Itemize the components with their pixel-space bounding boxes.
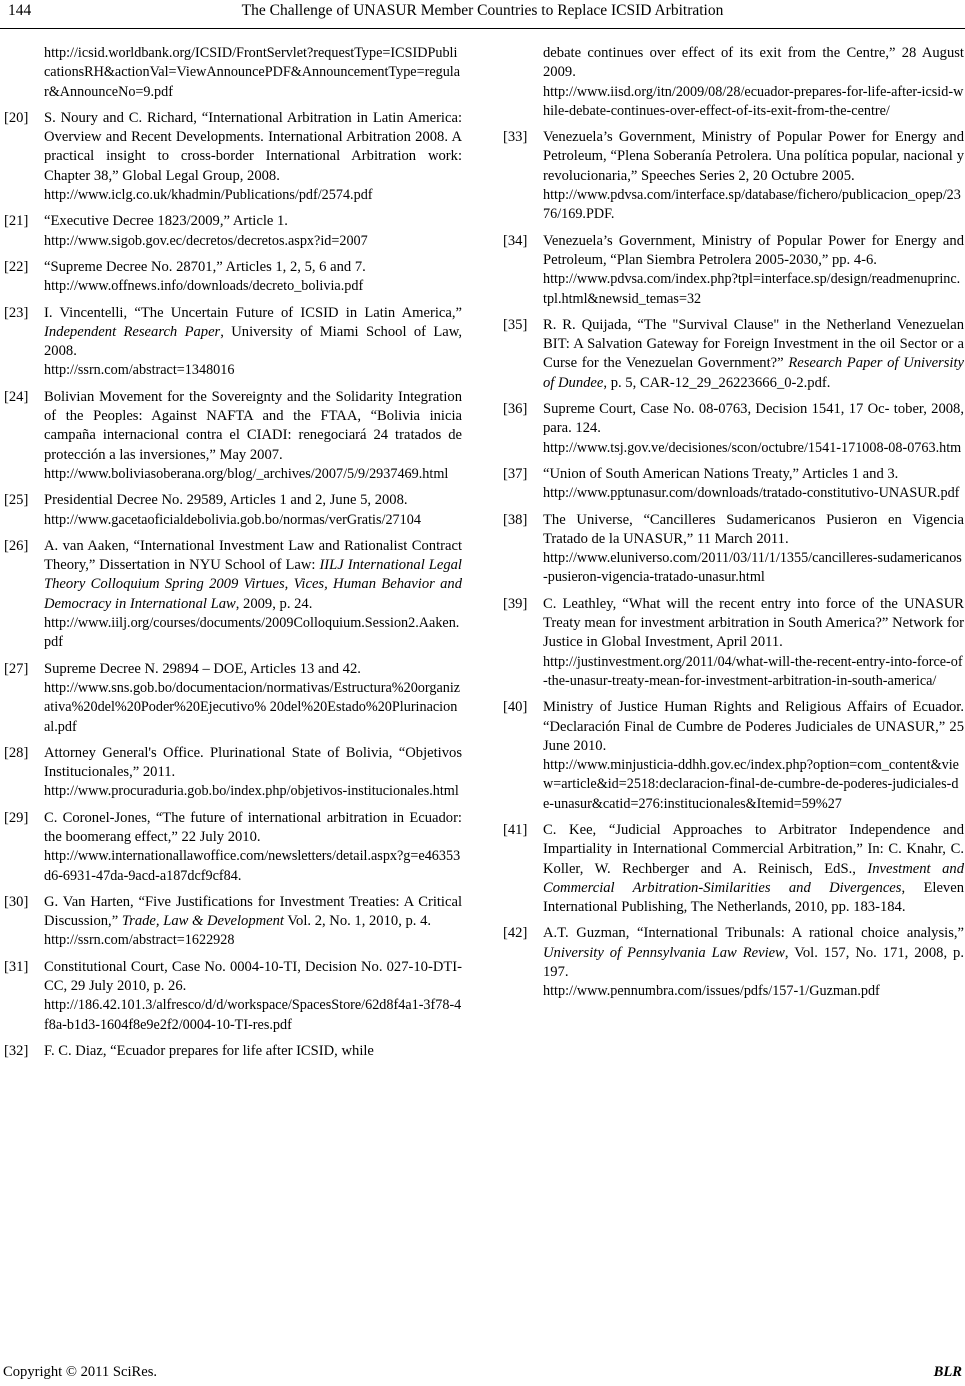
reference-entry [4,212,462,251]
reference-citation-text: C. Leathley, “What will the recent entry into force of the UNASUR Treaty mean for investment arbitration in South America?” Network for Justice in Global Investment, April 2011. [543,595,964,651]
reference-citation [44,1042,462,1061]
reference-citation-text: , Eleven International Publishing, The Netherlands, 2010, pp. 183-184. [543,879,964,916]
reference-number: [30] [4,893,29,910]
reference-entry [503,595,964,691]
reference-url[interactable]: http://www.tsj.gov.ve/decisiones/scon/octubre/1541-171008-08-0763.htm [543,439,962,456]
reference-citation [44,212,462,231]
reference-italic-title: Independent Research Paper [44,323,221,340]
reference-text [44,537,462,653]
reference-entry [4,44,462,102]
reference-text [44,491,462,530]
reference-number: [27] [4,660,29,677]
reference-entry [4,958,462,1035]
reference-citation-text: The Universe, “Cancilleres Sudamericanos Pusieron en Vigencia Tratado de la UNASUR,” 11 March 2011. [543,511,964,547]
reference-url[interactable]: http://www.minjusticia-ddhh.gov.ec/index.php?option=com_content&view=article&id=2518:declaracion-final-de-cumbre-de-poderes-judiciales-de-unasur&catid=276:institucionales&Itemid=59%27 [543,757,959,812]
reference-entry [4,258,462,297]
reference-citation [44,388,462,465]
reference-citation [44,744,462,783]
reference-citation [543,316,964,393]
reference-citation-text: C. Kee, “Judicial Approaches to Arbitrator Independence and Impartiality in International Commercial Arbitration,” In: C. Knahr, C. Koller, W. Rechberger and A. Reinisch, EdS., [543,821,964,877]
reference-entry [4,491,462,530]
reference-citation-text: “Supreme Decree No. 28701,” Articles 1, 2, 5, 6 and 7. [44,258,366,275]
reference-citation-text: Venezuela’s Government, Ministry of Popular Power for Energy and Petroleum, “Plan Siembra Petrolera 2005-2030,” pp. 4-6. [543,232,964,268]
reference-citation-text: Supreme Court, Case No. 08-0763, Decision 1541, 17 Oc- tober, 2008, para. 124. [543,401,964,437]
reference-citation [44,809,462,848]
reference-url[interactable]: http://www.iilj.org/courses/documents/2009Colloquium.Session2.Aaken.pdf [44,615,460,651]
reference-citation [44,537,462,614]
reference-citation [543,924,964,982]
references-column-right [503,44,964,1009]
reference-entry [503,698,964,814]
reference-number: [31] [4,958,29,975]
reference-text [44,304,462,381]
reference-number: [35] [503,316,528,333]
reference-number: [39] [503,595,528,612]
reference-citation [543,400,964,439]
reference-citation [543,465,964,484]
reference-number: [37] [503,465,528,482]
reference-citation [44,958,462,997]
reference-number: [26] [4,537,29,554]
reference-citation-text: G. Van Harten, “Five Justifications for Investment Treaties: A Critical Discussion,” [44,893,462,930]
reference-citation [543,511,964,550]
reference-entry [503,924,964,1001]
reference-text [44,44,462,102]
reference-text [44,258,462,297]
reference-text [543,232,964,309]
reference-entry [503,465,964,504]
reference-citation-text: Vol. 2, No. 1, 2010, p. 4. [284,913,432,930]
reference-citation [543,232,964,271]
reference-number: [23] [4,304,29,321]
reference-number: [24] [4,388,29,405]
reference-text [543,44,964,121]
reference-citation-text: R. R. Quijada, “The "Survival Clause" in the Netherland Venezuelan BIT: A Salvation Gateway for Foreign Investment in the oil Sector or a Curse for the Venezuelan Government?” [543,316,964,372]
reference-entry [4,744,462,802]
reference-citation-text: , p. 5, CAR-12_29_26223666_0-2.pdf. [603,374,831,391]
reference-citation-text: I. Vincentelli, “The Uncertain Future of ICSID in Latin America,” [44,304,462,321]
reference-citation-text: Ministry of Justice Human Rights and Religious Affairs of Ecuador. “Declaración Final de Cumbre de Poderes Judiciales de UNASUR,” 25 June 2010. [543,699,964,754]
reference-url[interactable]: http://www.eluniverso.com/2011/03/11/1/1355/cancilleres-sudamericanos-pusieron-vigencia-tratado-unasur.html [543,550,962,586]
reference-citation-text: C. Coronel-Jones, “The future of international arbitration in Ecuador: the boomerang effect,” 22 July 2010. [44,809,462,845]
reference-citation-text: A.T. Guzman, “International Tribunals: A rational choice analysis,” [543,925,964,942]
reference-entry [503,821,964,917]
reference-entry [503,128,964,224]
reference-url[interactable]: http://icsid.worldbank.org/ICSID/FrontServlet?requestType=ICSIDPublicationsRH&actionVal=ViewAnnouncePDF&AnnouncementType=regular&AnnounceNo=9.pdf [44,45,461,100]
reference-citation [44,258,462,277]
reference-entry [503,44,964,121]
reference-entry [4,388,462,484]
reference-citation-text: S. Noury and C. Richard, “International Arbitration in Latin America: Overview and Recent Developments. International Arbitration 2008. A practical insight to cross-border International Arbitration work: Chapter 38,” Global Legal Group, 2008. [44,109,462,184]
reference-number: [38] [503,511,528,528]
reference-entry [4,304,462,381]
reference-number: [32] [4,1042,29,1059]
reference-italic-title: Research Paper of University of Dundee [543,355,964,391]
reference-url[interactable]: http://186.42.101.3/alfresco/d/d/workspace/SpacesStore/62d8f4a1-3f78-4f8a-b1d3-1604f8e9e2f2/0004-10-TI-res.pdf [44,997,462,1033]
reference-citation [44,660,462,679]
reference-url[interactable]: http://www.internationallawoffice.com/newsletters/detail.aspx?g=e46353d6-6931-47da-9acd-a187dcf9cf84. [44,848,461,884]
reference-text [543,128,964,224]
reference-url[interactable]: http://www.pdvsa.com/index.php?tpl=interface.sp/design/readmenuprinc.tpl.html&newsid_temas=32 [543,271,961,307]
reference-citation-text: “Union of South American Nations Treaty,” Articles 1 and 3. [543,465,899,482]
reference-italic-title: Investment and Commercial Arbitration-Similarities and Divergences [543,860,964,896]
reference-number: [41] [503,821,528,838]
reference-text [44,212,462,251]
reference-number: [25] [4,492,29,509]
reference-text [44,1042,462,1061]
reference-number: [20] [4,109,29,126]
reference-text [543,400,964,458]
reference-text [44,744,462,802]
reference-number: [42] [503,925,528,942]
running-title: The Challenge of UNASUR Member Countries to Replace ICSID Arbitration [241,2,724,19]
reference-citation-text: debate continues over effect of its exit from the Centre,” 28 August 2009. [543,45,964,81]
reference-url[interactable]: http://www.procuraduria.gob.bo/index.php/objetivos-institucionales.html [44,783,459,800]
reference-citation [543,128,964,186]
reference-citation-text: Presidential Decree No. 29589, Articles 1 and 2, June 5, 2008. [44,492,408,509]
reference-url[interactable]: http://www.pennumbra.com/issues/pdfs/157-1/Guzman.pdf [543,983,880,1000]
reference-citation [543,698,964,756]
reference-citation-text: , Vol. 157, No. 171, 2008, p. 197. [543,944,964,981]
reference-url[interactable]: http://ssrn.com/abstract=1622928 [44,932,235,949]
reference-url[interactable]: http://www.iclg.co.uk/khadmin/Publications/pdf/2574.pdf [44,187,373,204]
reference-citation [543,44,964,83]
copyright-notice: Copyright © 2011 SciRes. [3,1364,158,1380]
reference-url[interactable]: http://www.pptunasur.com/downloads/tratado-constitutivo-UNASUR.pdf [543,485,960,502]
reference-url[interactable]: http://www.iisd.org/itn/2009/08/28/ecuador-prepares-for-life-after-icsid-while-debate-continues-over-effect-of-its-exit-from-the-centre/ [543,83,964,119]
reference-text [44,660,462,737]
reference-number: [21] [4,213,29,230]
reference-italic-title: University of Pennsylvania Law Review [543,944,785,961]
reference-entry [503,400,964,458]
reference-citation-text: F. C. Diaz, “Ecuador prepares for life after ICSID, while [44,1042,374,1059]
reference-number: [28] [4,744,29,761]
reference-number: [40] [503,699,528,716]
reference-citation [543,595,964,653]
reference-citation-text: Bolivian Movement for the Sovereignty and the Solidarity Integration of the Peoples: Against NAFTA and the FTAA, “Bolivia inicia campaña internacional contra el CIADI: renegociará 24 tratados de protección a las inversiones,” May 2007. [44,388,462,463]
reference-citation [44,893,462,932]
reference-citation-text: , 2009, p. 24. [235,595,313,612]
reference-entry [503,232,964,309]
reference-citation [543,821,964,917]
reference-number: [33] [503,129,528,146]
page-number: 144 [8,2,32,19]
reference-url[interactable]: http://www.offnews.info/downloads/decreto_bolivia.pdf [44,278,364,295]
reference-text [543,924,964,1001]
reference-citation [44,491,462,510]
references-column-left [4,44,462,1068]
reference-text [44,109,462,205]
reference-text [543,821,964,917]
reference-number: [36] [503,401,528,418]
reference-citation [44,304,462,362]
reference-citation-text: Constitutional Court, Case No. 0004-10-TI, Decision No. 027-10-DTI-CC, 29 July 2010, p. 26. [44,958,462,995]
reference-citation [44,109,462,186]
journal-abbreviation: BLR [933,1364,962,1380]
reference-number: [29] [4,809,29,826]
reference-url[interactable]: http://www.sigob.gov.ec/decretos/decretos.aspx?id=2007 [44,232,368,249]
reference-citation-text: , University of Miami School of Law, 2008. [44,323,462,360]
reference-entry [4,109,462,205]
reference-text [44,388,462,484]
reference-citation-text: Attorney General's Office. Plurinational State of Bolivia, “Objetivos Institucionales,” 2011. [44,744,462,781]
reference-italic-title: IILJ International Legal Theory Colloquium Spring 2009 Virtues, Vices, Human Behavior and Democracy in International Law [44,557,462,612]
reference-text [543,316,964,393]
reference-italic-title: Trade, Law & Development [121,913,284,930]
reference-citation-text: Supreme Decree N. 29894 – DOE, Articles 13 and 42. [44,660,361,677]
reference-citation-text: “Executive Decree 1823/2009,” Article 1. [44,213,288,230]
reference-entry [4,537,462,653]
reference-text [543,511,964,588]
reference-text [543,698,964,814]
reference-entry [503,511,964,588]
page-header [0,0,965,29]
reference-text [44,809,462,886]
reference-url[interactable]: http://justinvestment.org/2011/04/what-will-the-recent-entry-into-force-of-the-unasur-treaty-mean-for-investment-arbitration-in-south-america/ [543,653,963,689]
reference-entry [4,1042,462,1061]
reference-url[interactable]: http://ssrn.com/abstract=1348016 [44,362,235,379]
reference-url[interactable]: http://www.gacetaoficialdebolivia.gob.bo/normas/verGratis/27104 [44,511,421,528]
reference-entry [4,809,462,886]
reference-number: [34] [503,232,528,249]
reference-citation-text: Venezuela’s Government, Ministry of Popular Power for Energy and Petroleum, “Plena Soberanía Petrolera. Una política popular, nacional y revolucionaria,” Speeches Series 2, 20 Octubre 2005. [543,129,964,184]
reference-entry [4,660,462,737]
reference-text [543,465,964,504]
reference-citation-text: A. van Aaken, “International Investment Law and Rationalist Contract Theory,” Dissertation in NYU School of Law: [44,537,462,574]
reference-text [44,958,462,1035]
reference-text [44,893,462,951]
reference-url[interactable]: http://www.sns.gob.bo/documentacion/normativas/Estructura%20organizativa%20del%20Poder%20Ejecutivo% 20del%20Estado%20Plurinacional.pdf [44,679,461,735]
reference-entry [503,316,964,393]
reference-number: [22] [4,258,29,275]
reference-text [543,595,964,691]
reference-url[interactable]: http://www.boliviasoberana.org/blog/_archives/2007/5/9/2937469.html [44,465,449,482]
reference-url[interactable]: http://www.pdvsa.com/interface.sp/database/fichero/publicacion_opep/2376/169.PDF. [543,187,961,223]
reference-entry [4,893,462,951]
